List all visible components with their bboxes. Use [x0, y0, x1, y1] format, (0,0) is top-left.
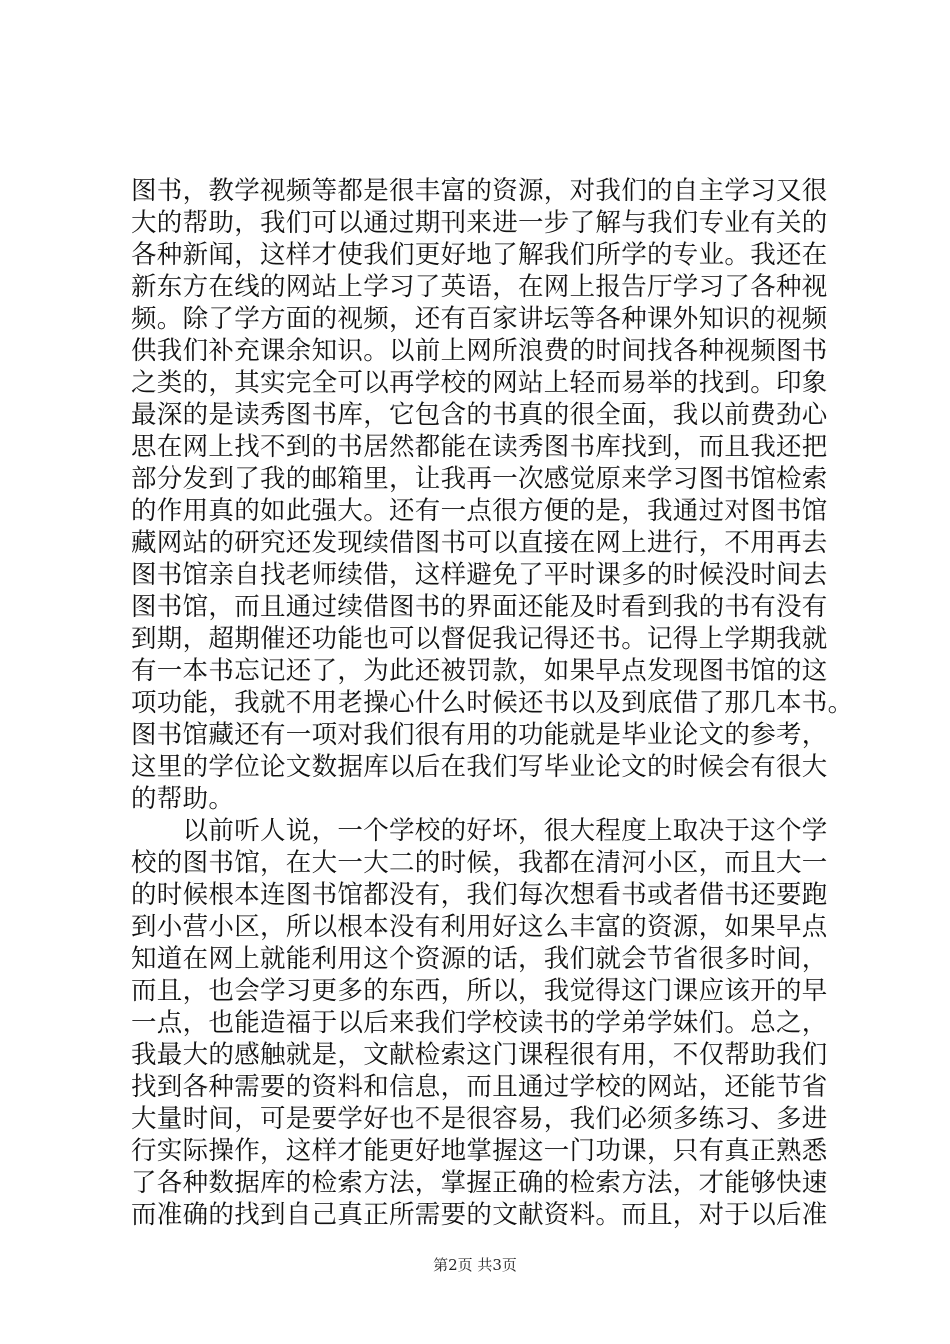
text-line: 供我们补充课余知识。以前上网所浪费的时间找各种视频图书	[131, 336, 828, 366]
text-line: 的帮助。	[131, 784, 235, 814]
text-line: 知道在网上就能利用这个资源的话，我们就会节省很多时间，	[131, 944, 828, 974]
text-line: 的作用真的如此强大。还有一点很方便的是，我通过对图书馆	[131, 496, 828, 526]
text-line: 这里的学位论文数据库以后在我们写毕业论文的时候会有很大	[131, 752, 828, 782]
text-line: 图书馆藏还有一项对我们很有用的功能就是毕业论文的参考，	[131, 720, 828, 750]
text-line: 校的图书馆，在大一大二的时候，我都在清河小区，而且大一	[131, 848, 828, 878]
text-line: 图书，教学视频等都是很丰富的资源，对我们的自主学习又很	[131, 176, 828, 206]
text-line: 有一本书忘记还了，为此还被罚款，如果早点发现图书馆的这	[131, 656, 828, 686]
text-line: 项功能，我就不用老操心什么时候还书以及到底借了那几本书。	[131, 688, 854, 718]
text-line: 部分发到了我的邮箱里，让我再一次感觉原来学习图书馆检索	[131, 464, 828, 494]
page-footer: 第2页 共3页	[433, 1256, 517, 1274]
text-line: 图书馆，而且通过续借图书的界面还能及时看到我的书有没有	[131, 592, 828, 622]
text-line: 了各种数据库的检索方法，掌握正确的检索方法，才能够快速	[131, 1168, 828, 1198]
text-line: 的时候根本连图书馆都没有，我们每次想看书或者借书还要跑	[131, 880, 828, 910]
text-line: 大量时间，可是要学好也不是很容易，我们必须多练习、多进	[131, 1104, 828, 1134]
text-line: 大的帮助，我们可以通过期刊来进一步了解与我们专业有关的	[131, 208, 828, 238]
text-line: 藏网站的研究还发现续借图书可以直接在网上进行，不用再去	[131, 528, 828, 558]
text-line: 以前听人说，一个学校的好坏，很大程度上取决于这个学	[131, 816, 828, 846]
text-line: 而且，也会学习更多的东西，所以，我觉得这门课应该开的早	[131, 976, 828, 1006]
text-line: 而准确的找到自己真正所需要的文献资料。而且，对于以后准	[131, 1200, 828, 1230]
text-line: 各种新闻，这样才使我们更好地了解我们所学的专业。我还在	[131, 240, 828, 270]
text-line: 之类的，其实完全可以再学校的网站上轻而易举的找到。印象	[131, 368, 828, 398]
text-line: 思在网上找不到的书居然都能在读秀图书库找到，而且我还把	[131, 432, 828, 462]
text-line: 新东方在线的网站上学习了英语，在网上报告厅学习了各种视	[131, 272, 828, 302]
text-line: 最深的是读秀图书库，它包含的书真的很全面，我以前费劲心	[131, 400, 828, 430]
text-line: 一点，也能造福于以后来我们学校读书的学弟学妹们。总之，	[131, 1008, 828, 1038]
text-line: 找到各种需要的资料和信息，而且通过学校的网站，还能节省	[131, 1072, 828, 1102]
text-line: 我最大的感触就是，文献检索这门课程很有用，不仅帮助我们	[131, 1040, 828, 1070]
text-line: 到小营小区，所以根本没有利用好这么丰富的资源，如果早点	[131, 912, 828, 942]
text-line: 图书馆亲自找老师续借，这样避免了平时课多的时候没时间去	[131, 560, 828, 590]
text-line: 行实际操作，这样才能更好地掌握这一门功课，只有真正熟悉	[131, 1136, 828, 1166]
body-text	[131, 175, 854, 1231]
text-line: 频。除了学方面的视频，还有百家讲坛等各种课外知识的视频	[131, 304, 828, 334]
text-line: 到期，超期催还功能也可以督促我记得还书。记得上学期我就	[131, 624, 828, 654]
